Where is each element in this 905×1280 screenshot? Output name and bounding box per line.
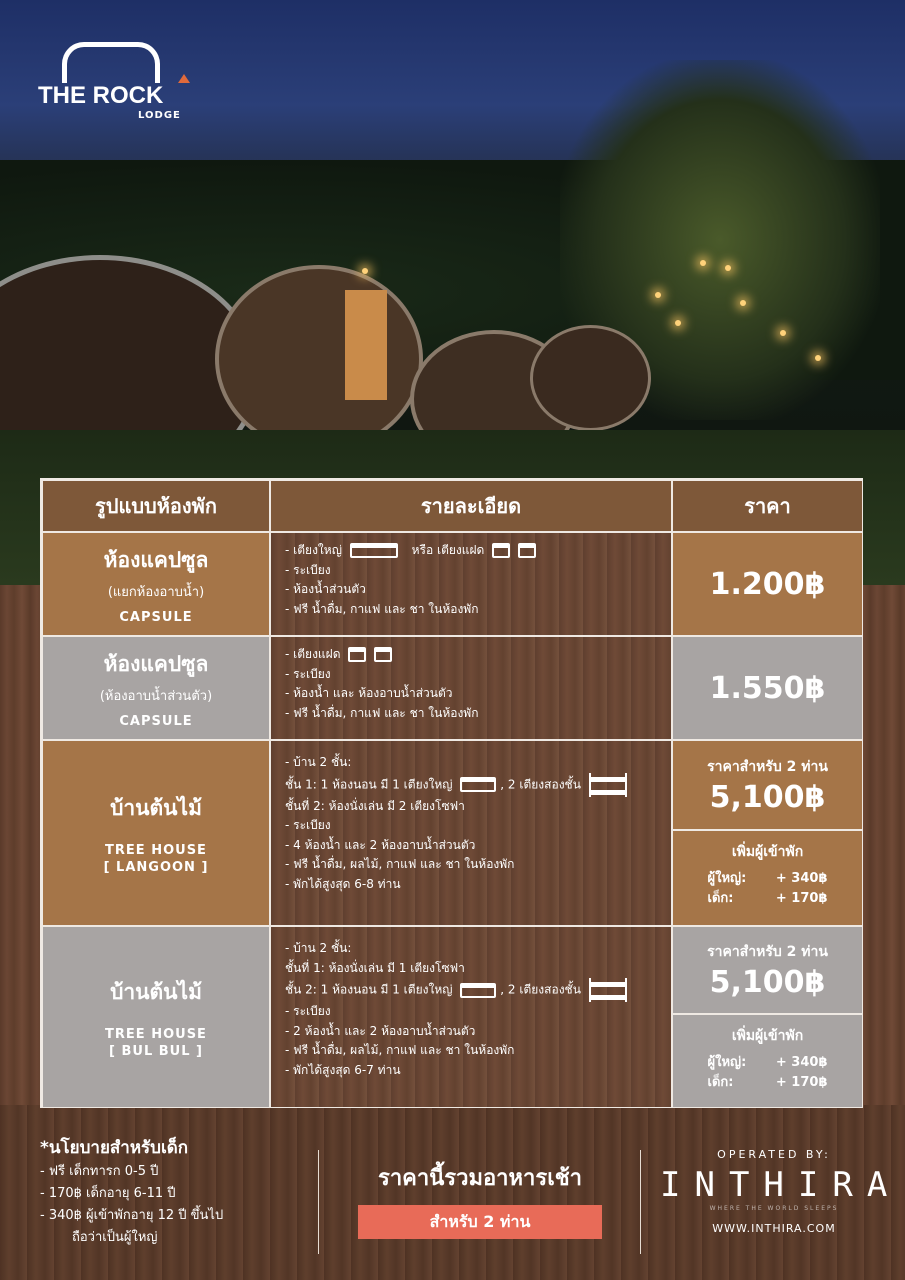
breakfast-note — [340, 1160, 620, 1239]
price-label: ราคาสำหรับ 2 ท่าน — [707, 943, 828, 960]
adult-label: ผู้ใหญ่: — [707, 1055, 747, 1070]
room-name-th: บ้านต้นไม้ — [110, 979, 202, 1004]
room-name-en: TREE HOUSE — [105, 1026, 207, 1042]
detail-line: , 2 เตียงสองชั้น — [500, 777, 581, 791]
divider — [640, 1150, 641, 1254]
room-name-treehouse-bulbul — [42, 926, 270, 1108]
room-name-en: TREE HOUSE — [105, 842, 207, 858]
double-bed-icon — [350, 543, 398, 558]
adult-label: ผู้ใหญ่: — [707, 871, 747, 886]
room-name-capsule-2 — [42, 636, 270, 740]
detail-line: ชั้นที่ 1: ห้องนั่งเล่น มี 1 เตียงโซฟา — [285, 960, 465, 975]
single-bed-icon — [374, 647, 392, 662]
child-price: + 170฿ — [775, 1075, 828, 1090]
extra-guest-treehouse-langoon — [672, 830, 863, 926]
room-name-th: บ้านต้นไม้ — [110, 795, 202, 820]
detail-line: - พักได้สูงสุด 6-7 ท่าน — [285, 1062, 401, 1077]
detail-line: - ฟรี น้ำดื่ม, กาแฟ และ ชา ในห้องพัก — [285, 601, 479, 616]
adult-price: + 340฿ — [775, 871, 828, 886]
room-name-en: CAPSULE — [119, 713, 193, 729]
single-bed-icon — [348, 647, 366, 662]
detail-line: - ระเบียง — [285, 1004, 331, 1018]
adult-price: + 340฿ — [775, 1055, 828, 1070]
kids-policy-item: ถือว่าเป็นผู้ใหญ่ — [72, 1230, 158, 1245]
detail-line: - 2 ห้องน้ำ และ 2 ห้องอาบน้ำส่วนตัว — [285, 1023, 476, 1038]
operator-slogan: WHERE THE WORLD SLEEPS — [709, 1205, 839, 1212]
room-name-th: ห้องแคปซูล — [103, 547, 209, 572]
detail-line: - 4 ห้องน้ำ และ 2 ห้องอาบน้ำส่วนตัว — [285, 837, 476, 852]
detail-line: - ระเบียง — [285, 666, 331, 681]
detail-line: ชั้น 2: 1 ห้องนอน มี 1 เตียงใหญ่ — [285, 982, 453, 997]
price-value: 5,100฿ — [709, 779, 826, 815]
header-details: รายละเอียด — [270, 480, 672, 532]
detail-line: - ฟรี น้ำดื่ม, ผลไม้, กาแฟ และ ชา ในห้องพัก — [285, 857, 515, 871]
kids-policy-title: *นโยบายสำหรับเด็ก — [40, 1138, 189, 1158]
brand-title: THE ROCK — [38, 82, 164, 109]
room-price-capsule-2: 1.550฿ — [672, 636, 863, 740]
bunk-bed-icon — [589, 978, 627, 1002]
double-bed-icon — [460, 983, 496, 998]
kids-policy-item: - ฟรี เด็กทารก 0-5 ปี — [40, 1164, 159, 1179]
child-label: เด็ก: — [707, 1075, 734, 1090]
detail-line: หรือ เตียงแฝด — [411, 543, 485, 557]
extra-guest-label: เพิ่มผู้เข้าพัก — [731, 844, 804, 860]
extra-guest-label: เพิ่มผู้เข้าพัก — [731, 1028, 804, 1044]
room-name-capsule-1 — [42, 532, 270, 636]
room-price-capsule-1: 1.200฿ — [672, 532, 863, 636]
brand-subtitle: LODGE — [138, 110, 181, 121]
brand-logo — [38, 40, 198, 130]
room-details-capsule-1 — [270, 532, 672, 636]
double-bed-icon — [460, 777, 496, 792]
detail-line: - บ้าน 2 ชั้น: — [285, 941, 352, 955]
operator-url[interactable]: WWW.INTHIRA.COM — [712, 1222, 836, 1235]
extra-guest-treehouse-bulbul — [672, 1014, 863, 1108]
room-price-treehouse-langoon — [672, 740, 863, 830]
detail-line: - ห้องน้ำ และ ห้องอาบน้ำส่วนตัว — [285, 686, 453, 700]
kids-policy — [40, 1135, 223, 1249]
operator-block — [660, 1148, 902, 1235]
detail-line: - ระเบียง — [285, 562, 331, 577]
room-name-th: ห้องแคปซูล — [103, 651, 209, 676]
room-name-en-sub: [ BUL BUL ] — [109, 1043, 203, 1059]
room-name-sub: (ห้องอาบน้ำส่วนตัว) — [99, 688, 213, 704]
room-name-sub: (แยกห้องอาบน้ำ) — [107, 584, 205, 600]
detail-line: - ฟรี น้ำดื่ม, ผลไม้, กาแฟ และ ชา ในห้องพัก — [285, 1043, 515, 1057]
header-room-type: รูปแบบห้องพัก — [42, 480, 270, 532]
bunk-bed-icon — [589, 773, 627, 797]
single-bed-icon — [518, 543, 536, 558]
breakfast-title: ราคานี้รวมอาหารเช้า — [378, 1166, 582, 1191]
mountain-icon — [178, 74, 190, 83]
room-details-treehouse-langoon — [270, 740, 672, 926]
room-name-treehouse-langoon — [42, 740, 270, 926]
room-name-en-sub: [ LANGOON ] — [103, 859, 209, 875]
operator-logo: INTHIRA — [660, 1165, 902, 1205]
detail-line: ชั้นที่ 2: ห้องนั่งเล่น มี 2 เตียงโซฟา — [285, 798, 465, 813]
child-label: เด็ก: — [707, 891, 734, 906]
kids-policy-item: - 170฿ เด็กอายุ 6-11 ปี — [40, 1186, 176, 1201]
divider — [318, 1150, 319, 1254]
kids-policy-item: - 340฿ ผู้เข้าพักอายุ 12 ปี ขึ้นไป — [40, 1208, 224, 1223]
room-details-capsule-2 — [270, 636, 672, 740]
detail-line: - ฟรี น้ำดื่ม, กาแฟ และ ชา ในห้องพัก — [285, 705, 479, 720]
room-price-treehouse-bulbul — [672, 926, 863, 1014]
single-bed-icon — [492, 543, 510, 558]
price-label: ราคาสำหรับ 2 ท่าน — [707, 758, 828, 775]
detail-line: - ระเบียง — [285, 818, 331, 832]
detail-line: - พักได้สูงสุด 6-8 ท่าน — [285, 876, 401, 891]
child-price: + 170฿ — [775, 891, 828, 906]
detail-line: - ห้องน้ำส่วนตัว — [285, 582, 366, 596]
price-table — [40, 478, 863, 1108]
detail-line: - เตียงแฝด — [285, 647, 341, 661]
header-price: ราคา — [672, 480, 863, 532]
breakfast-badge: สำหรับ 2 ท่าน — [358, 1205, 602, 1239]
room-details-treehouse-bulbul — [270, 926, 672, 1108]
price-value: 5,100฿ — [709, 964, 826, 1000]
room-name-en: CAPSULE — [119, 609, 193, 625]
detail-line: - บ้าน 2 ชั้น: — [285, 755, 352, 769]
detail-line: - เตียงใหญ่ — [285, 543, 342, 557]
operator-label: OPERATED BY: — [717, 1148, 831, 1161]
detail-line: , 2 เตียงสองชั้น — [500, 982, 581, 997]
detail-line: ชั้น 1: 1 ห้องนอน มี 1 เตียงใหญ่ — [285, 777, 453, 791]
bed-icon — [62, 42, 160, 83]
